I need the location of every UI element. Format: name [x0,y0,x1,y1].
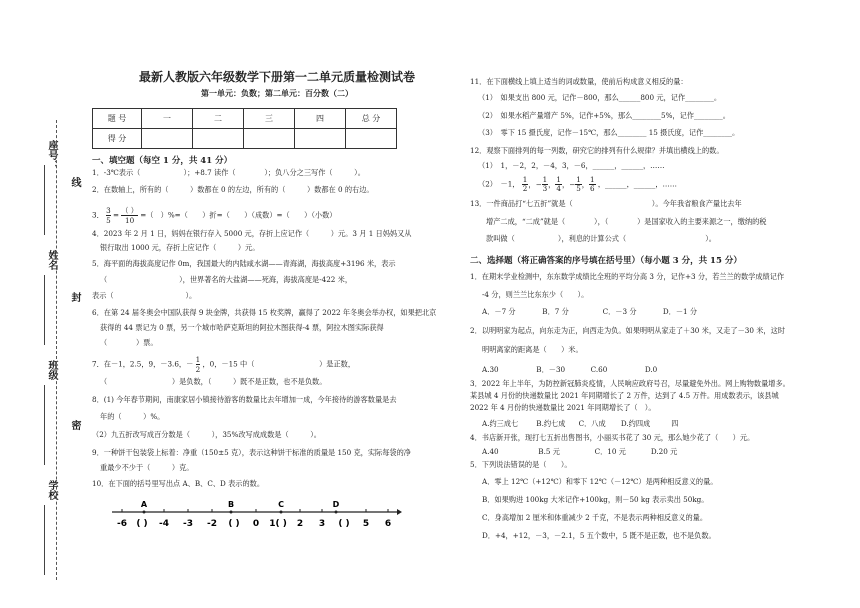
question-11-2: （2） 如果水稻产量增产 5%，记作+5%，那么________5%，记作________。 [478,111,730,120]
number-line-label: 0 [252,519,260,529]
fraction: $\frac{1}{4}$ [556,175,561,193]
question-13-line1: 13．一件商品打“七五折”就是（ ）。今年我省粮食产量比去年 [470,199,742,208]
section-heading-fill: 一、填空题（每空 1 分，共 41 分） [92,156,233,166]
score-cell[interactable] [346,129,397,149]
fraction: $\frac{1}{5}$ [576,175,581,193]
choice-1-line1: 1．在期末学业检测中，东东数学成绩比全班的平均分高 3 分，记作+3 分，若兰兰的数学成绩记作 [470,272,785,281]
number-line-label: ( ) [136,519,148,529]
class-label: 班级 [46,360,57,380]
number-line-point-label: C [278,500,284,509]
number-line-point-label: A [140,500,148,509]
choice-option[interactable]: A.约三成七 [482,419,519,428]
question-9-line1: 9．一种饼干包装袋上标着：净重（150±5 克），表示这种饼干标准的质量是 150 克，实际每袋的净 [92,448,411,457]
question-11: 11．在下面横线上填上适当的词或数量，使前后构成意义相反的量： [470,77,688,86]
choice-option[interactable]: C．10 元 [594,447,626,456]
score-cell[interactable] [142,129,193,149]
number-line-arrow [397,509,402,515]
question-7-start: 7．在－1，2.5，9，－3.6，－ [92,359,194,369]
seat-line [44,165,47,235]
choice-2-options [482,364,697,375]
score-header-cell: 四 [295,109,346,129]
question-3-number: 3． [92,210,104,220]
choice-2-line1: 2．以明明家为起点，向东走为正，向西走为负。如果明明从家走了＋30 米，又走了－30 米，这时 [470,326,785,335]
fraction-numerator: 1 [195,355,201,364]
score-cell[interactable] [244,129,295,149]
question-7-line2: （ ）是负数，（ ）既不是正数，也不是负数。 [100,377,327,386]
margin-word-dense: 密 [69,420,80,430]
number-line-point-label: B [227,500,235,509]
number-line-label: 2 [296,519,304,529]
question-12-2-fractions: $\frac{1}{2}$ ，− $\frac{1}{3}$ ， $\frac{1}{4}$ ，− $\frac{1}{5}$ ， $\frac{1}{6}$ [522,175,595,193]
number-line-point-b [230,511,233,514]
fraction-3-5 [106,206,111,225]
score-cell[interactable] [295,129,346,149]
choice-3-stray: 四 [671,419,679,428]
score-header-cell: 题 号 [93,109,142,129]
choice-5-A[interactable]: A．零上 12℃（+12℃）和零下 12℃（－12℃）是两种相反意义的量。 [482,477,718,486]
choice-option[interactable]: B．－30 [536,365,566,374]
binding-dashed-line [56,120,57,580]
choice-5-C[interactable]: C．身高增加 2 厘米和体重减少 2 千克，不是表示两种相反意义的量。 [482,513,708,522]
score-row-label: 得 分 [93,129,142,149]
fraction-numerator: （ ） [121,206,138,215]
fraction-blank-10 [121,206,138,225]
question-11-3: （3） 零下 15 摄氏度，记作－15℃，那么________ 15 摄氏度，记作________。 [478,128,740,137]
choice-3-options [482,418,685,429]
fraction-denominator: 5 [106,216,111,225]
number-line-label: ( ) [338,519,350,529]
question-12-1: （1） 1，－2，2，－4，3，－6，______，______，…… [478,161,665,170]
number-line-point-label: D [332,500,340,509]
choice-option[interactable]: C.60 [590,365,608,374]
choice-option[interactable]: A．－7 分 [482,307,516,316]
question-3-rest: =（ ）%=（ ）折=（ ）（成数）=（ ）（小数） [140,210,337,220]
question-7-rest: ，0，－15 中（ ）是正数， [202,359,356,369]
fraction-denominator: 10 [125,216,135,225]
number-line-label: 1( ) [269,519,287,529]
number-line-label: -6 [117,519,127,529]
fraction: $\frac{1}{3}$ [542,175,548,193]
choice-4-options [482,446,705,457]
fraction-denominator: 2 [195,365,201,374]
score-header-cell: 二 [193,109,244,129]
question-12: 12．观察下面排列的每一列数，研究它的排列有什么规律？并填出横线上的数。 [470,146,724,155]
choice-5-D[interactable]: D．+4，+12，－3，－2.1，5 五个数中，5 既不是正数，也不是负数。 [482,531,716,540]
question-13-line2: 增产二成，“二成”就是（ ），（ ）是国家收入的主要来源之一，缴纳的税 [486,217,767,226]
name-label: 姓名 [46,250,57,270]
number-line-point-a [143,511,146,514]
choice-option[interactable]: D.约四成 [620,419,651,428]
number-line-point-d [335,511,338,514]
choice-4: 4．书店新开张，现打七五折出售图书，小丽买书花了 30 元，那么她少花了（ ）元。 [470,433,755,442]
number-line-point-c [280,511,283,514]
margin-word-seal: 封 [69,292,80,302]
choice-5: 5．下列说法错误的是（ ）。 [470,460,572,469]
choice-1-options [482,306,721,317]
question-3: 3． $\frac{3}{5}$ = （ ） 10 =（ ）%=（ ）折=（ ）（成数）=（ ）（小数） [92,206,337,225]
question-13-line3: 款叫做（ ），利息的计算公式（ ）。 [486,234,716,243]
score-table [92,108,397,149]
number-line-label: -2 [207,519,217,529]
question-4-line2: 银行取出 1000 元，存折上应记作（ ）元。 [100,243,260,252]
number-line-labels [117,519,391,529]
choice-option[interactable]: D.0 [644,365,658,374]
choice-option[interactable]: B.约七成 [536,419,566,428]
question-6-line1: 6．在第 24 届冬奥会中国队获得 9 块金牌，共获得 15 枚奖牌，赢得了 2022 年冬奥会举办权，如果把北京 [92,308,437,317]
score-header-cell: 一 [142,109,193,129]
question-4-line1: 4．2023 年 2 月 1 日，妈妈在银行存入 5000 元，存折上应记作（ ）元。3 月 1 日妈妈又从 [92,229,412,238]
choice-5-B[interactable]: B．如果购进 100kg 大米记作+100kg，则－50 kg 表示卖出 50kg。 [482,495,709,504]
choice-option[interactable]: C．－3 分 [602,307,637,316]
exam-title: 最新人教版六年级数学下册第一二单元质量检测试卷 [138,70,415,84]
question-8-line2: 年的（ ）%。 [100,412,165,421]
number-line-label: 5 [362,519,370,529]
number-line-label: -3 [183,519,193,529]
choice-option[interactable]: A.30 [482,365,499,374]
school-label: 学校 [46,480,57,500]
choice-3-line3: 2022 年 4 月份的快递数量比 2021 年同期增长了（ ）。 [470,403,656,412]
number-line-label: 6 [384,519,392,529]
question-1: 1．-3℃表示（ ）；+8.7 读作（ ）；负八分之三写作（ ）。 [92,168,365,177]
class-line [44,385,47,465]
question-12-2-rest: ，______，______，…… [597,179,677,189]
question-9-line2: 重最少不少于（ ）克。 [100,463,194,472]
exam-subtitle: 第一单元：负数；第二单元：百分数（二） [201,88,353,98]
number-line-label: 3 [318,519,326,529]
question-12-2 [478,176,677,193]
name-line [44,275,47,345]
fraction-1-2 [196,355,201,374]
choice-2-line2: 明明离家的距离是（ ）米。 [482,345,583,354]
choice-option[interactable]: C．八成 [578,419,606,428]
choice-3-line2: 某县城 4 月份的快递数量比 2021 年同期增长了 2 万件，达到了 4.5 万件。用成数表示，该县城 [470,391,779,400]
question-8-line1: 8．(1) 今年春节期间，南康家居小镇接待游客的数量比去年增加一成，今年接待的游客数量是去 [92,395,397,404]
choice-1-line2: -4 分，则兰兰比东东少（ ）。 [482,290,589,299]
fraction-numerator: 3 [106,206,111,215]
choice-3-line1: 3．2022 年上半年，为防控新冠肺炎疫情，人民响应政府号召，尽量避免外出。网上购物数量增多。 [470,379,790,388]
question-12-2-start: （2） －1， [478,179,520,189]
choice-option[interactable]: D．－1 分 [662,307,698,316]
question-8-line3: （2）九五折改写成百分数是（ ），35%改写成成数是（ ）。 [92,430,321,439]
score-header-cell: 三 [244,109,295,129]
question-5-line2: （ ），世界著名的大盐湖——死海，海拔高度是-422 米， [100,275,353,284]
choice-option[interactable]: D.20 元 [650,447,678,456]
number-line-label: -4 [159,519,169,529]
question-5-line3: 表示（ ）。 [92,291,197,300]
number-line [112,500,402,530]
choice-option[interactable]: B．7 分 [542,307,569,316]
question-5-line1: 5．海平面的海拔高度记作 0m，我国最大的内陆咸水湖——青海湖，海拔高度+3196 米，表示 [92,259,396,268]
question-10: 10．在下面的括号里写出点 A、B、C、D 表示的数。 [92,479,265,488]
question-6-line3: （ ）票。 [100,338,158,347]
score-cell[interactable] [193,129,244,149]
choice-option[interactable]: A.40 [482,447,499,456]
question-11-1: （1） 如果支出 800 元，记作－800，那么______800 元，记作________。 [478,93,722,102]
school-line [44,505,47,575]
question-7-line1 [92,355,355,374]
number-line-label: ( ) [228,519,240,529]
fraction: $\frac{1}{2}$ [522,175,528,193]
seat-label: 座号： [46,140,57,170]
fraction: $\frac{1}{6}$ [589,175,595,193]
choice-option[interactable]: B.5 元 [538,447,560,456]
margin-word-line: 线 [69,177,80,187]
question-6-line2: 获得的 44 票记为 0 票，另一个城市哈萨克斯坦的阿拉木图获得-4 票，阿拉木图实际获得 [100,323,384,332]
score-header-cell: 总 分 [346,109,397,129]
section-heading-choice: 二、选择题（将正确答案的序号填在括号里）（每小题 3 分，共 15 分） [470,256,742,266]
question-2: 2．在数轴上，所有的（ ）数都在 0 的左边，所有的（ ）数都在 0 的右边。 [92,185,374,194]
